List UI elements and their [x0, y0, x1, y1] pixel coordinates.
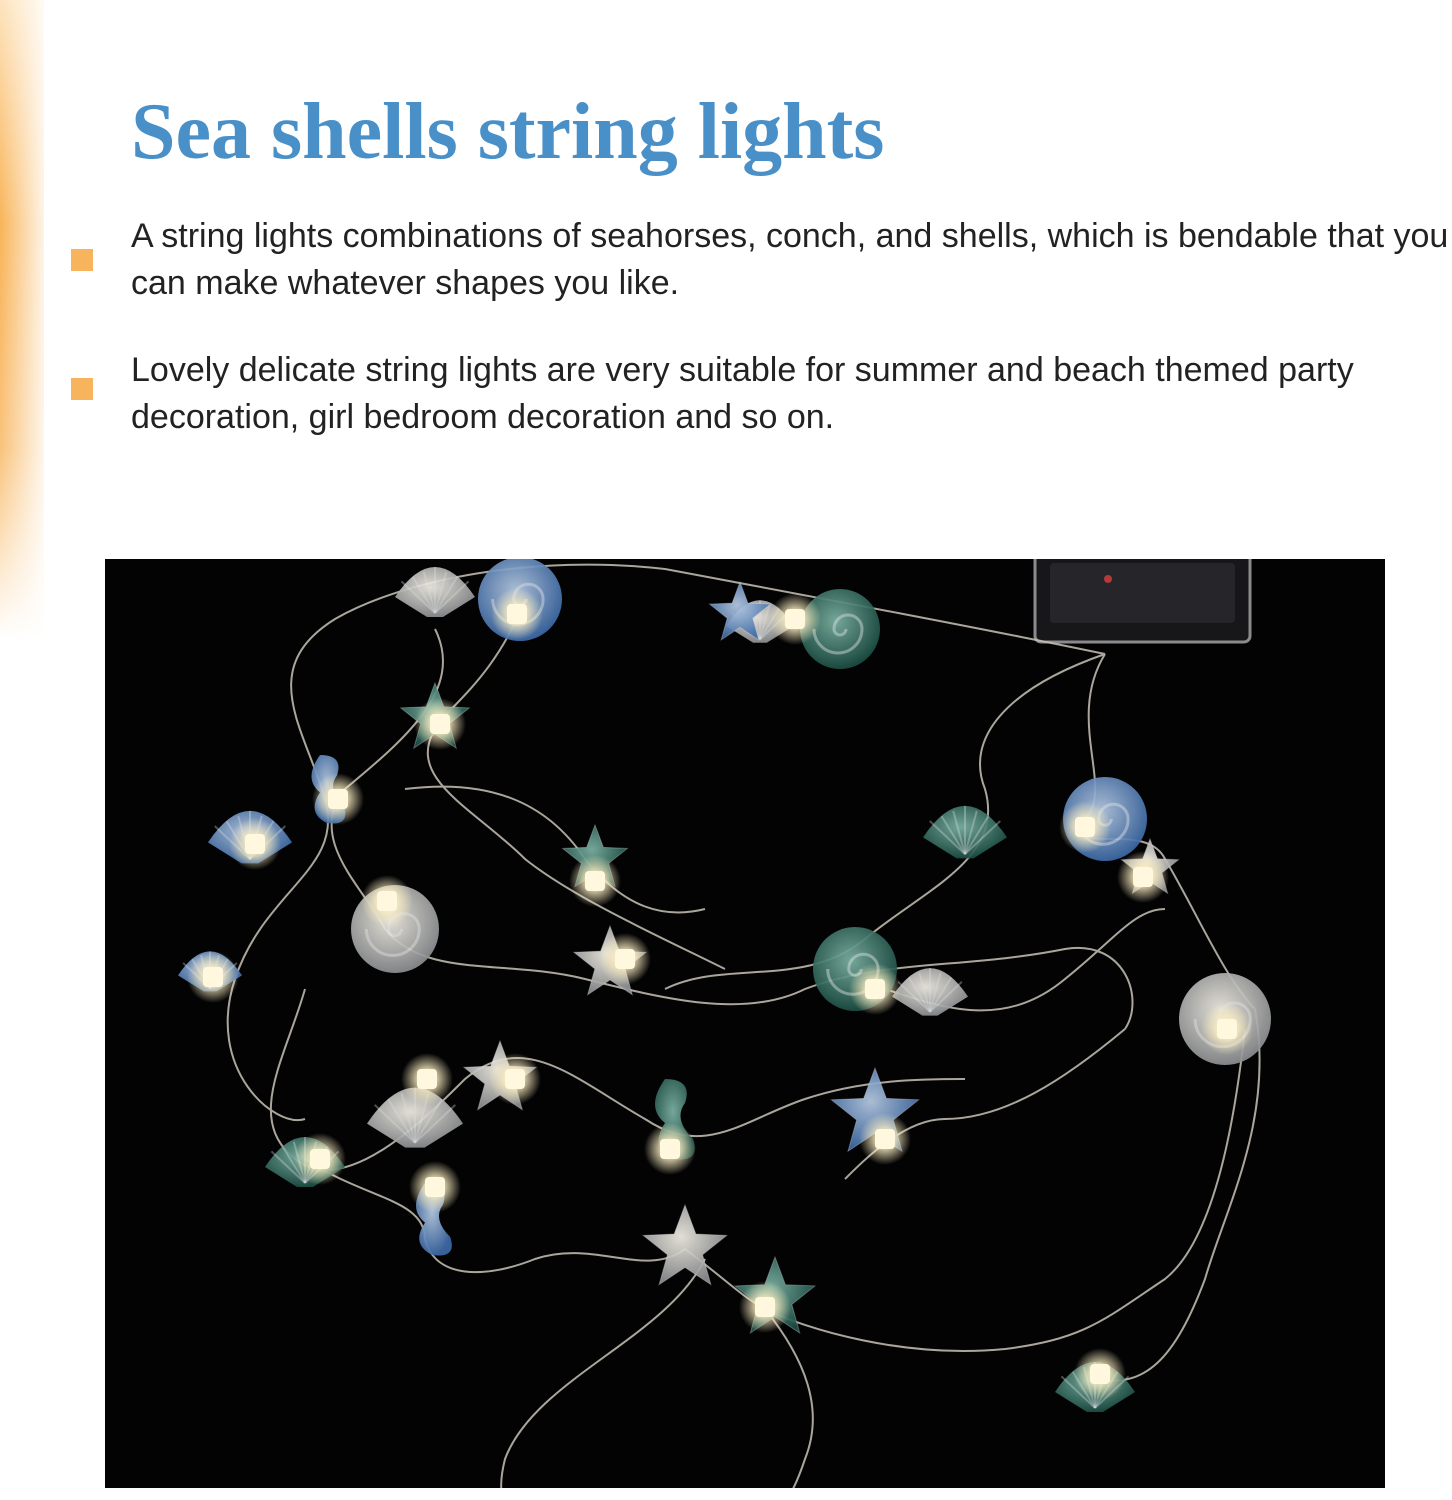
side-accent-bar — [0, 0, 44, 640]
led-bulb-icon — [1059, 801, 1111, 853]
led-bulb-icon — [849, 963, 901, 1015]
shell-charm-icon — [395, 567, 475, 617]
battery-box — [1035, 559, 1250, 642]
shell-charm-icon — [923, 806, 1007, 859]
led-bulb-icon — [769, 593, 821, 645]
feature-text: Lovely delicate string lights are very suitable for summer and beach themed party decoration, girl bedroom decoration and so on. — [131, 351, 1354, 436]
led-bulb-icon — [491, 588, 543, 640]
led-bulb-icon — [569, 855, 621, 907]
led-bulb-icon — [859, 1113, 911, 1165]
bullet-square-icon — [71, 249, 93, 271]
led-bulb-icon — [401, 1053, 453, 1105]
led-bulb-icon — [361, 875, 413, 927]
led-bulb-icon — [489, 1053, 541, 1105]
led-bulb-icon — [599, 933, 651, 985]
led-bulb-icon — [1201, 1003, 1253, 1055]
led-bulb-icon — [644, 1123, 696, 1175]
led-bulb-icon — [739, 1281, 791, 1333]
led-bulb-icon — [1117, 851, 1169, 903]
led-bulb-icon — [414, 698, 466, 750]
led-bulb-icon — [229, 818, 281, 870]
page-title: Sea shells string lights — [131, 88, 885, 176]
led-bulb-icon — [294, 1133, 346, 1185]
string-lights-illustration — [105, 559, 1385, 1488]
bullet-square-icon — [71, 378, 93, 400]
feature-text: A string lights combinations of seahorses, conch, and shells, which is bendable that you can make whatever shapes you like. — [131, 217, 1449, 302]
led-bulb-icon — [187, 951, 239, 1003]
product-photo — [105, 559, 1385, 1488]
led-bulb-icon — [1074, 1348, 1126, 1400]
led-bulb-icon — [312, 773, 364, 825]
led-bulb-icon — [409, 1161, 461, 1213]
